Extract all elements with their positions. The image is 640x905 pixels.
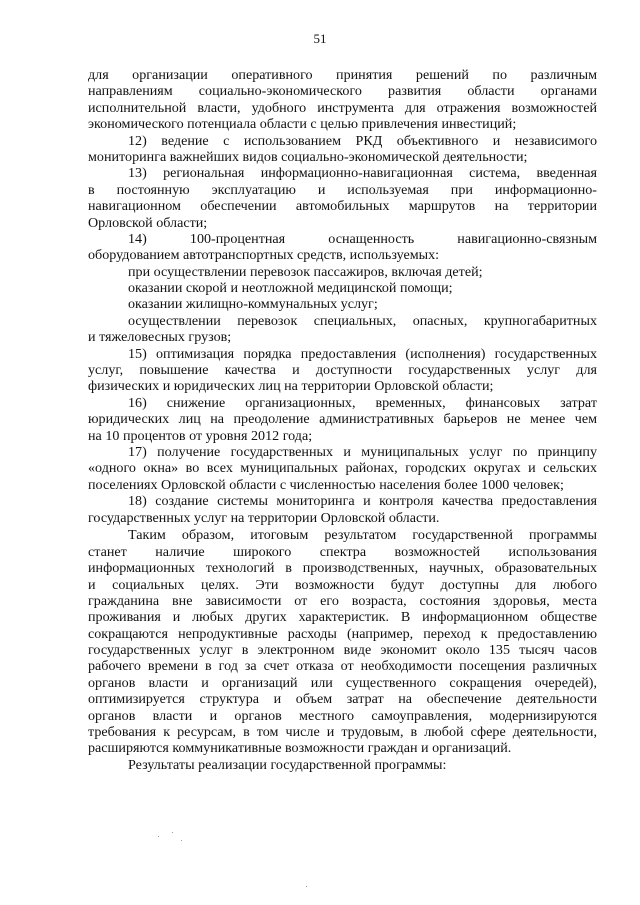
text-line: при осуществлении перевозок пассажиров, включая детей; — [128, 263, 483, 280]
scan-speck — [306, 886, 307, 887]
text-line: 17) получение государственных и муниципальных услуг по принципу — [128, 443, 597, 460]
text-line: направлениям социально-экономического развития области органами — [88, 83, 597, 100]
page-number: 51 — [313, 31, 327, 46]
text-line: сокращаются непродуктивные расходы (например, переход к предоставлению — [88, 625, 597, 642]
text-line: оптимизируется структура и объем затрат на обеспечение деятельности — [88, 691, 597, 708]
text-line: 18) создание системы мониторинга и контроля качества предоставления — [128, 493, 597, 510]
text-line: гражданина вне зависимости от его возраста, состояния здоровья, места — [88, 592, 597, 609]
text-line: государственных услуг на территории Орловской области. — [88, 509, 440, 526]
text-line: рабочего времени в год за счет отказа от необходимости посещения различных — [88, 658, 597, 675]
text-line: исполнительной власти, удобного инструмента для отражения возможностей — [88, 99, 597, 116]
text-line: поселениях Орловской области с численностью населения более 1000 человек; — [88, 476, 564, 493]
text-line: 14) 100-процентная оснащенность навигационно-связным — [128, 230, 597, 247]
text-line: Таким образом, итоговым результатом государственной программы — [128, 527, 597, 544]
text-line: физических и юридических лиц на территории Орловской области; — [88, 378, 494, 395]
text-line: Результаты реализации государственной программы: — [128, 756, 447, 773]
text-line: осуществлении перевозок специальных, опасных, крупногабаритных — [128, 312, 597, 329]
text-line: и социальных целях. Эти возможности будут доступны для любого — [88, 576, 597, 593]
text-line: 13) региональная информационно-навигационная система, введенная — [128, 165, 597, 182]
scan-speck — [181, 840, 182, 841]
text-line: Орловской области; — [88, 214, 208, 231]
scan-speck — [172, 832, 173, 833]
text-line: государственных услуг в электронном виде экономит около 135 тысяч часов — [88, 642, 597, 659]
text-line: органов власти и организаций или существенного сокращения очередей), — [88, 674, 597, 691]
text-line: оборудованием автотранспортных средств, используемых: — [88, 247, 440, 264]
text-line: органов власти и органов местного самоуправления, модернизируются — [88, 707, 597, 724]
text-line: «одного окна» во всех муниципальных районах, городских округах и сельских — [88, 460, 597, 477]
text-line: проживания и любых других характеристик. В информационном обществе — [88, 609, 597, 626]
text-line: услуг, повышение качества и доступности государственных услуг для — [88, 362, 597, 379]
text-line: станет наличие широкого спектра возможностей использования — [88, 543, 597, 560]
text-line: оказании жилищно-коммунальных услуг; — [128, 296, 378, 313]
text-line: для организации оперативного принятия решений по различным — [88, 67, 597, 83]
text-line: мониторинга важнейших видов социально-экономической деятельности; — [88, 148, 528, 165]
text-line: требования к ресурсам, в том числе и трудовым, в любой сфере деятельности, — [88, 724, 597, 741]
text-line: в постоянную эксплуатацию и используемая при информационно- — [88, 181, 597, 198]
body-text — [88, 67, 597, 773]
text-line: на 10 процентов от уровня 2012 года; — [88, 427, 313, 444]
text-line: информационных технологий в производственных, научных, образовательных — [88, 560, 597, 577]
scan-speck — [158, 836, 159, 837]
text-line: 16) снижение организационных, временных, финансовых затрат — [128, 394, 597, 411]
text-line: оказании скорой и неотложной медицинской помощи; — [128, 280, 453, 297]
text-line: навигационном обеспечении автомобильных маршрутов на территории — [88, 198, 597, 215]
text-line: расширяются коммуникативные возможности граждан и организаций. — [88, 740, 512, 757]
text-line: 12) ведение с использованием РКД объективного и независимого — [128, 132, 597, 149]
text-line: 15) оптимизация порядка предоставления (исполнения) государственных — [128, 345, 597, 362]
text-line: и тяжеловесных грузов; — [88, 329, 232, 346]
text-line: юридических лиц на преодоление административных барьеров не менее чем — [88, 411, 597, 428]
text-line: экономического потенциала области с целью привлечения инвестиций; — [88, 116, 517, 133]
